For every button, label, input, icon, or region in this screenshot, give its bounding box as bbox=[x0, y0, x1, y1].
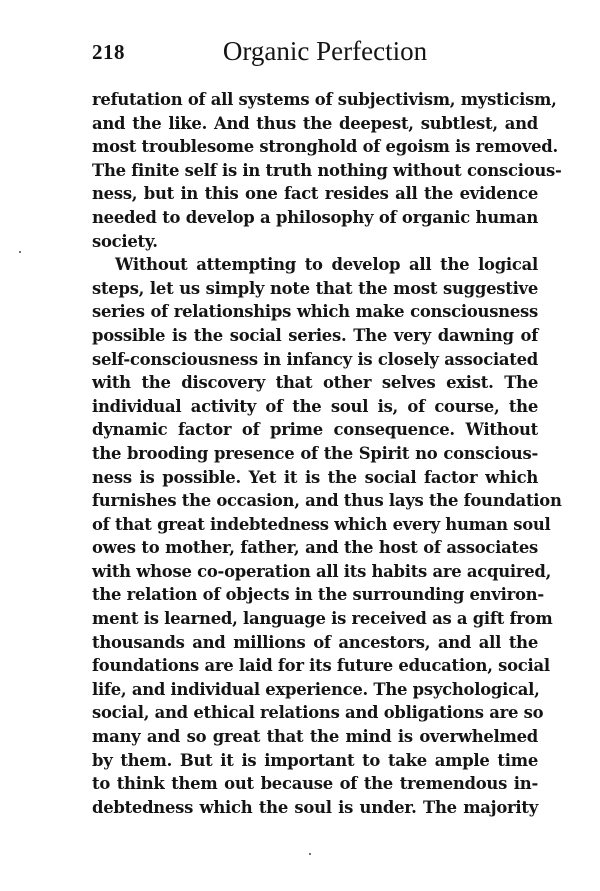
text-line: debtedness which the soul is under. The majority bbox=[92, 797, 538, 817]
text-line: life, and individual experience. The psychological, bbox=[92, 679, 540, 699]
text-line: series of relationships which make consciousness bbox=[92, 302, 538, 322]
text-line: dynamic factor of prime consequence. Without bbox=[92, 420, 538, 440]
text-line: and the like. And thus the deepest, subtlest, and bbox=[92, 113, 538, 133]
text-line: to think them out because of the tremendous in- bbox=[92, 774, 538, 794]
running-title: Organic Perfection bbox=[222, 36, 428, 66]
text-line: The finite self is in truth nothing without conscious- bbox=[92, 160, 562, 180]
text-line: thousands and millions of ancestors, and all the bbox=[92, 632, 538, 652]
text-line: needed to develop a philosophy of organic human bbox=[92, 207, 538, 227]
text-line: furnishes the occasion, and thus lays the foundation bbox=[92, 491, 562, 511]
scan-speck bbox=[19, 251, 21, 253]
text-line: society. bbox=[92, 231, 158, 251]
text-line: possible is the social series. The very dawning of bbox=[92, 325, 538, 345]
text-line: ment is learned, language is received as a gift from bbox=[92, 609, 553, 629]
text-line: the brooding presence of the Spirit no conscious- bbox=[92, 443, 538, 463]
text-line: owes to mother, father, and the host of associates bbox=[92, 538, 538, 558]
text-line: the relation of objects in the surrounding environ- bbox=[92, 585, 544, 605]
body-text bbox=[92, 88, 562, 819]
scan-speck bbox=[309, 853, 311, 855]
text-line: ness is possible. Yet it is the social factor which bbox=[92, 467, 538, 487]
text-line: of that great indebtedness which every human soul bbox=[92, 514, 551, 534]
text-line: Without attempting to develop all the logical bbox=[115, 255, 538, 275]
text-line: many and so great that the mind is overwhelmed bbox=[92, 727, 538, 747]
running-head bbox=[92, 36, 538, 70]
text-line: by them. But it is important to take ample time bbox=[92, 750, 538, 770]
text-line: steps, let us simply note that the most suggestive bbox=[92, 278, 538, 298]
text-line: ness, but in this one fact resides all the evidence bbox=[92, 184, 538, 204]
text-line: foundations are laid for its future education, social bbox=[92, 656, 550, 676]
text-line: individual activity of the soul is, of course, the bbox=[92, 396, 538, 416]
text-line: with the discovery that other selves exist. The bbox=[92, 373, 538, 393]
text-line: self-consciousness in infancy is closely associated bbox=[92, 349, 538, 369]
text-line: refutation of all systems of subjectivism, mysticism, bbox=[92, 90, 557, 109]
text-line: social, and ethical relations and obligations are so bbox=[92, 703, 544, 723]
text-line: with whose co-operation all its habits are acquired, bbox=[92, 561, 552, 581]
text-line: most troublesome stronghold of egoism is removed. bbox=[92, 137, 558, 157]
page-number: 218 bbox=[92, 40, 125, 64]
